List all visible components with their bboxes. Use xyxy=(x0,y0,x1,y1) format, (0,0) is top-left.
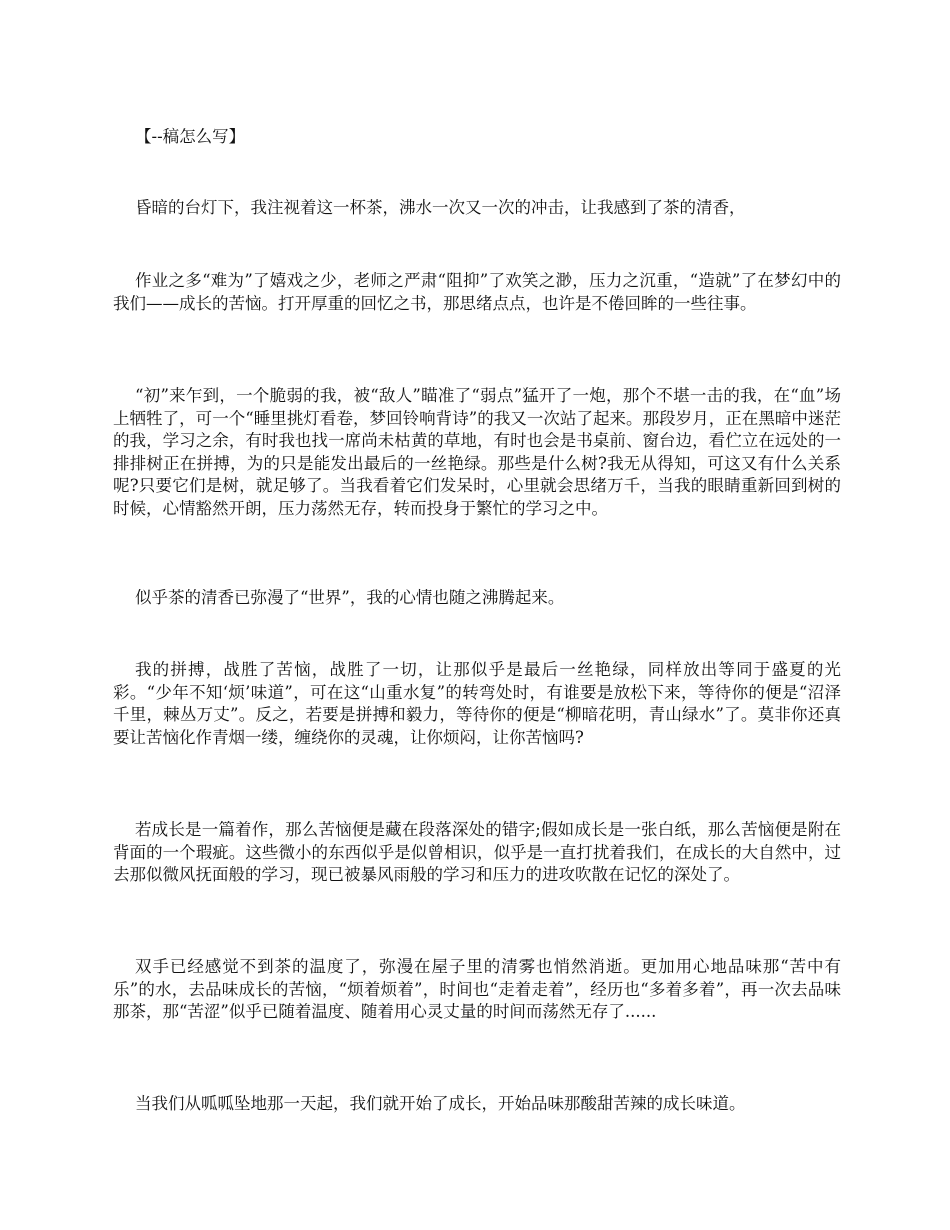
paragraph-6: 若成长是一篇着作，那么苦恼便是藏在段落深处的错字;假如成长是一张白纸，那么苦恼便是附在背面的一个瑕疵。这些微小的东西似乎是似曾相识，似乎是一直打扰着我们，在成长的大自然中，过去那似微风抚面般的学习，现已被暴风雨般的学习和压力的进攻吹散在记忆的深处了。 xyxy=(113,820,841,884)
paragraph-7: 双手已经感觉不到茶的温度了，弥漫在屋子里的清雾也悄然消逝。更加用心地品味那“苦中有乐”的水，去品味成长的苦恼，“烦着烦着”，时间也“走着走着”，经历也“多着多着”，再一次去品味那茶，那“苦涩”似乎已随着温度、随着用心灵丈量的时间而荡然无存了...... xyxy=(113,957,841,1021)
paragraph-3: “初”来乍到，一个脆弱的我，被“敌人”瞄准了“弱点”猛开了一炮，那个不堪一击的我，在“血”场上牺牲了，可一个“睡里挑灯看卷，梦回铃响背诗”的我又一次站了起来。那段岁月，正在黑暗中迷茫的我，学习之余，有时我也找一席尚未枯黄的草地，有时也会是书桌前、窗台边，看伫立在远处的一排排树正在拼搏，为的只是能发出最后的一丝艳绿。那些是什么树?我无从得知，可这又有什么关系呢?只要它们是树，就足够了。当我看着它们发呆时，心里就会思绪万千，当我的眼睛重新回到树的时候，心情豁然开朗，压力荡然无存，转而投身于繁忙的学习之中。 xyxy=(113,386,841,518)
paragraph-8: 当我们从呱呱坠地那一天起，我们就开始了成长，开始品味那酸甜苦辣的成长味道。 xyxy=(135,1094,746,1113)
paragraph-2: 作业之多“难为”了嬉戏之少，老师之严肃“阻抑”了欢笑之渺，压力之沉重，“造就”了在梦幻中的我们——成长的苦恼。打开厚重的回忆之书，那思绪点点，也许是不倦回眸的一些往事。 xyxy=(113,271,841,313)
paragraph-4: 似乎茶的清香已弥漫了“世界”，我的心情也随之沸腾起来。 xyxy=(135,588,565,607)
paragraph-5: 我的拼搏，战胜了苦恼，战胜了一切，让那似乎是最后一丝艳绿，同样放出等同于盛夏的光彩。“少年不知‘烦’味道”，可在这“山重水复”的转弯处时，有谁要是放松下来，等待你的便是“沼泽千里，棘丛万丈”。反之，若要是拼搏和毅力，等待你的便是“柳暗花明，青山绿水”了。莫非你还真要让苦恼化作青烟一缕，缠绕你的灵魂，让你烦闷，让你苦恼吗? xyxy=(113,660,841,747)
document-title: 【--稿怎么写】 xyxy=(135,127,246,146)
paragraph-1: 昏暗的台灯下，我注视着这一杯茶，沸水一次又一次的冲击，让我感到了茶的清香， xyxy=(135,198,746,217)
